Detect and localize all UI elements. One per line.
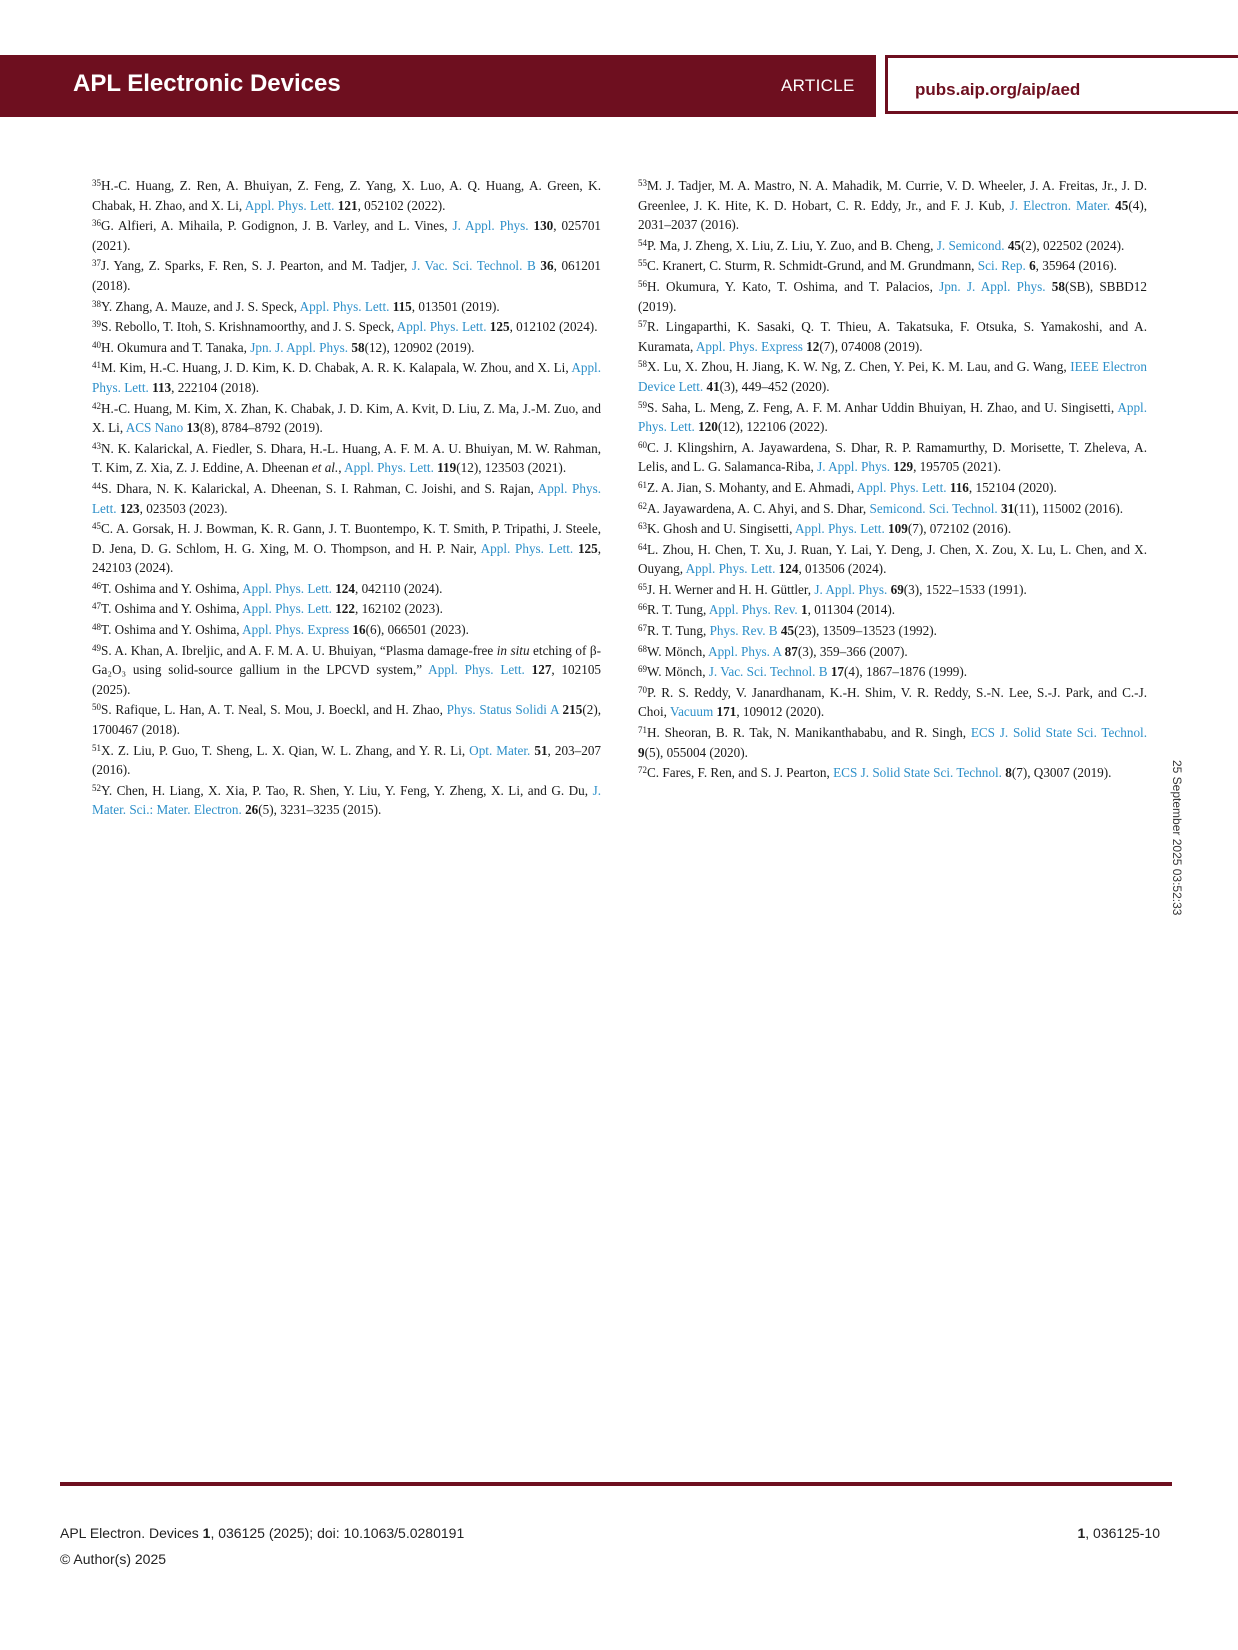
reference-details: , 222104 (2018). xyxy=(171,379,260,395)
reference-details: (4), 2031–2037 (2016). xyxy=(638,197,1148,233)
reference-journal-link[interactable]: Semicond. Sci. Technol. xyxy=(869,500,998,516)
reference-item xyxy=(638,662,1147,682)
reference-item xyxy=(92,479,601,518)
reference-item xyxy=(638,723,1147,762)
reference-details: , 109012 (2020). xyxy=(736,704,825,720)
reference-number: 62 xyxy=(638,500,647,511)
reference-authors: Z. A. Jian, S. Mohanty, and E. Ahmadi, xyxy=(647,479,857,495)
reference-details: (6), 066501 (2023). xyxy=(365,622,469,638)
reference-journal-link[interactable]: Phys. Status Solidi A xyxy=(446,702,559,718)
reference-journal-link[interactable]: Appl. Phys. Express xyxy=(242,622,350,638)
reference-authors: S. Saha, L. Meng, Z. Feng, A. F. M. Anhar Uddin Bhuiyan, H. Zhao, and U. Singisetti, xyxy=(647,399,1118,415)
reference-authors: C. A. Gorsak, H. J. Bowman, K. R. Gann, J. T. Buontempo, K. T. Smith, P. Tripathi, J. Steele, D. Jena, D. G. Schlom, H. G. Xing, M. O. Thompson, and H. P. Nair, xyxy=(92,521,601,556)
reference-item xyxy=(92,641,601,700)
reference-number: 64 xyxy=(638,541,647,552)
reference-item xyxy=(638,621,1147,641)
reference-details: (12), 123503 (2021). xyxy=(456,460,567,476)
reference-number: 41 xyxy=(92,360,101,371)
reference-authors: C. Kranert, C. Sturm, R. Schmidt-Grund, and M. Grundmann, xyxy=(647,258,978,274)
reference-details: , 203–207 (2016). xyxy=(92,742,602,778)
reference-journal-link[interactable]: J. Vac. Sci. Technol. B xyxy=(708,664,828,680)
reference-item xyxy=(92,599,601,619)
reference-details: , 012102 (2024). xyxy=(509,319,598,335)
reference-journal-link[interactable]: Appl. Phys. Lett. xyxy=(428,662,525,678)
download-timestamp: 25 September 2025 03:52:33 xyxy=(1170,760,1184,916)
reference-item xyxy=(92,399,601,438)
reference-volume: 51 xyxy=(534,742,548,758)
reference-details: , 242103 (2024). xyxy=(92,540,602,576)
reference-item xyxy=(638,236,1147,256)
reference-number: 56 xyxy=(638,278,647,289)
reference-journal-link[interactable]: Appl. Phys. Lett. xyxy=(92,360,601,395)
reference-number: 61 xyxy=(638,479,647,490)
footer-page-number xyxy=(1077,1525,1160,1541)
reference-volume: 45 xyxy=(780,623,795,639)
reference-number: 70 xyxy=(638,684,647,695)
reference-journal-link[interactable]: Appl. Phys. Express xyxy=(695,338,803,354)
reference-journal-link[interactable]: J. Semicond. xyxy=(936,237,1005,253)
reference-number: 68 xyxy=(638,643,647,654)
reference-details: (4), 1867–1876 (1999). xyxy=(844,664,968,680)
reference-volume: 124 xyxy=(335,580,355,596)
reference-item xyxy=(92,439,601,478)
reference-volume: 109 xyxy=(888,521,908,537)
reference-volume: 130 xyxy=(533,218,554,234)
reference-authors: H.-C. Huang, M. Kim, X. Zhan, K. Chabak, J. D. Kim, A. Kvit, D. Liu, Z. Ma, J.-M. Zuo, and X. Li, xyxy=(92,400,601,436)
reference-volume: 36 xyxy=(540,258,554,274)
reference-journal-link[interactable]: Opt. Mater. xyxy=(469,742,531,758)
reference-authors: W. Mönch, xyxy=(647,643,709,659)
reference-authors: H.-C. Huang, Z. Ren, A. Bhuiyan, Z. Feng, Z. Yang, X. Luo, A. Q. Huang, A. Green, K. Chabak, H. Zhao, and X. Li, xyxy=(92,178,601,213)
reference-journal-link[interactable]: ACS Nano xyxy=(125,420,184,436)
reference-space xyxy=(525,662,532,677)
reference-number: 37 xyxy=(92,258,101,269)
reference-number: 66 xyxy=(638,602,647,613)
reference-number: 53 xyxy=(638,178,647,188)
reference-number: 46 xyxy=(92,580,101,591)
reference-journal-link[interactable]: J. Appl. Phys. xyxy=(817,459,890,475)
reference-journal-link[interactable]: Appl. Phys. Lett. xyxy=(244,197,335,213)
reference-journal-link[interactable]: Jpn. J. Appl. Phys. xyxy=(939,278,1046,294)
reference-journal-link[interactable]: Appl. Phys. Rev. xyxy=(708,602,798,618)
reference-authors: P. Ma, J. Zheng, X. Liu, Z. Liu, Y. Zuo, and B. Cheng, xyxy=(647,237,937,253)
reference-details: (7), 072102 (2016). xyxy=(907,521,1012,537)
reference-journal-link[interactable]: J. Electron. Mater. xyxy=(1009,197,1111,213)
reference-number: 72 xyxy=(638,765,647,776)
reference-details: , 052102 (2022). xyxy=(357,197,446,213)
footer-citation-journal: APL Electron. Devices xyxy=(60,1525,203,1541)
reference-italic: in situ xyxy=(496,642,530,658)
reference-authors: Y. Chen, H. Liang, X. Xia, P. Tao, R. Shen, Y. Liu, Y. Feng, Y. Zheng, X. Li, and G. Du, xyxy=(101,782,593,798)
reference-number: 44 xyxy=(92,480,101,491)
footer-citation-doi: , 036125 (2025); doi: 10.1063/5.0280191 xyxy=(210,1525,465,1541)
reference-number: 43 xyxy=(92,440,101,451)
reference-item xyxy=(92,216,601,255)
reference-volume: 58 xyxy=(351,339,365,355)
reference-item xyxy=(92,579,601,599)
footer-copyright: © Author(s) 2025 xyxy=(60,1551,167,1567)
reference-volume: 8 xyxy=(1005,765,1012,781)
reference-authors: H. Okumura, Y. Kato, T. Oshima, and T. Palacios, xyxy=(647,278,940,294)
footer-page-id: , 036125-10 xyxy=(1085,1525,1160,1541)
reference-number: 35 xyxy=(92,178,101,188)
reference-number: 36 xyxy=(92,218,101,229)
reference-item xyxy=(638,683,1147,722)
reference-authors: A. Jayawardena, A. C. Ahyi, and S. Dhar, xyxy=(647,500,870,516)
reference-volume: 113 xyxy=(152,379,172,395)
reference-item xyxy=(638,519,1147,539)
reference-journal-link[interactable]: Appl. Phys. Lett. xyxy=(638,399,1147,435)
reference-item xyxy=(92,317,601,337)
reference-item xyxy=(638,642,1147,662)
reference-journal-link[interactable]: Jpn. J. Appl. Phys. xyxy=(250,339,349,355)
reference-volume: 87 xyxy=(784,643,798,659)
reference-volume: 119 xyxy=(437,460,457,476)
reference-authors: X. Z. Liu, P. Guo, T. Sheng, L. X. Qian, W. L. Zhang, and Y. R. Li, xyxy=(101,742,470,758)
reference-journal-link[interactable]: Appl. Phys. Lett. xyxy=(242,580,332,596)
reference-item xyxy=(638,600,1147,620)
article-type-label: ARTICLE xyxy=(781,76,855,95)
reference-details: , 013501 (2019). xyxy=(411,298,500,314)
reference-item xyxy=(638,277,1147,316)
reference-title: , xyxy=(338,460,345,476)
reference-volume: 116 xyxy=(949,479,969,495)
reference-volume: 125 xyxy=(489,319,510,335)
reference-volume: 9 xyxy=(638,744,645,760)
journal-title: APL Electronic Devices xyxy=(73,70,341,97)
reference-number: 54 xyxy=(638,237,647,248)
reference-number: 60 xyxy=(638,439,647,450)
reference-details: (2), 1700467 (2018). xyxy=(92,702,602,738)
reference-details: , 025701 (2021). xyxy=(92,218,602,253)
reference-authors: P. R. S. Reddy, V. Janardhanam, K.-H. Shim, V. R. Reddy, S.-N. Lee, S.-J. Park, and C.-J. Choi, xyxy=(638,684,1147,720)
reference-volume: 125 xyxy=(577,540,598,556)
reference-authors: C. Fares, F. Ren, and S. J. Pearton, xyxy=(647,765,834,781)
reference-number: 48 xyxy=(92,622,101,633)
reference-authors: S. Rebollo, T. Itoh, S. Krishnamoorthy, and J. S. Speck, xyxy=(101,319,397,335)
reference-authors: N. K. Kalarickal, A. Fiedler, S. Dhara, H.-L. Huang, A. F. M. A. U. Bhuiyan, M. W. Rahman, T. Kim, Z. Xia, Z. J. Eddine, A. Dheenan xyxy=(92,440,601,476)
reference-details: (3), 449–452 (2020). xyxy=(719,378,830,394)
reference-authors: R. Lingaparthi, K. Sasaki, Q. T. Thieu, A. Takatsuka, F. Otsuka, S. Yamakoshi, and A. Kuramata, xyxy=(638,319,1147,354)
reference-details: (3), 1522–1533 (1991). xyxy=(903,581,1027,597)
reference-number: 63 xyxy=(638,521,647,532)
reference-volume: 45 xyxy=(1115,197,1129,213)
reference-volume: 41 xyxy=(706,378,720,394)
reference-authors: Y. Zhang, A. Mauze, and J. S. Speck, xyxy=(101,298,300,314)
reference-number: 59 xyxy=(638,399,647,410)
reference-item xyxy=(92,358,601,397)
footer-citation xyxy=(60,1525,464,1541)
reference-authors: M. Kim, H.-C. Huang, J. D. Kim, K. D. Chabak, A. R. K. Kalapala, W. Zhou, and X. Li, xyxy=(101,360,572,376)
reference-item xyxy=(638,176,1147,235)
reference-journal-link[interactable]: Appl. Phys. Lett. xyxy=(344,460,434,476)
reference-item xyxy=(92,741,601,780)
reference-details: , 35964 (2016). xyxy=(1035,258,1117,274)
reference-volume: 6 xyxy=(1029,258,1036,274)
reference-journal-link[interactable]: Vacuum xyxy=(670,704,714,720)
reference-journal-link[interactable]: ECS J. Solid State Sci. Technol. xyxy=(833,765,1002,781)
reference-journal-link[interactable]: Appl. Phys. A xyxy=(708,643,782,659)
reference-authors: R. T. Tung, xyxy=(647,602,709,618)
reference-item xyxy=(92,700,601,739)
reference-journal-link[interactable]: ECS J. Solid State Sci. Technol. xyxy=(970,725,1148,741)
reference-authors: T. Oshima and Y. Oshima, xyxy=(101,601,243,617)
reference-details: (8), 8784–8792 (2019). xyxy=(199,420,323,436)
reference-authors: H. Sheoran, B. R. Tak, N. Manikanthababu, and R. Singh, xyxy=(647,725,971,741)
reference-number: 71 xyxy=(638,725,647,736)
reference-details: , 061201 (2018). xyxy=(92,258,602,293)
reference-volume: 171 xyxy=(716,704,737,720)
reference-volume: 129 xyxy=(893,459,914,475)
reference-item xyxy=(92,176,601,215)
references-column-left xyxy=(92,176,601,821)
reference-journal-link[interactable]: Appl. Phys. Lett. xyxy=(396,319,487,335)
reference-journal-link[interactable]: J. Mater. Sci.: Mater. Electron. xyxy=(92,782,601,818)
reference-volume: 122 xyxy=(335,601,355,617)
reference-details: , 162102 (2023). xyxy=(354,601,443,617)
reference-details: , 102105 (2025). xyxy=(92,662,602,697)
reference-journal-link[interactable]: Appl. Phys. Lett. xyxy=(92,480,602,516)
reference-item xyxy=(638,317,1147,356)
reference-details: (7), Q3007 (2019). xyxy=(1011,765,1112,781)
reference-number: 40 xyxy=(92,339,101,350)
reference-number: 67 xyxy=(638,623,647,634)
reference-item xyxy=(638,499,1147,519)
reference-journal-link[interactable]: Appl. Phys. Lett. xyxy=(299,298,390,314)
reference-authors: G. Alfieri, A. Mihaila, P. Godignon, J. B. Varley, and L. Vines, xyxy=(101,218,453,234)
reference-number: 38 xyxy=(92,298,101,309)
reference-volume: 215 xyxy=(562,702,583,718)
reference-volume: 123 xyxy=(119,500,140,516)
reference-details: (11), 115002 (2016). xyxy=(1014,500,1124,516)
reference-details: (7), 074008 (2019). xyxy=(819,338,923,354)
reference-item xyxy=(638,540,1147,579)
reference-details: , 195705 (2021). xyxy=(913,459,1001,475)
reference-number: 49 xyxy=(92,642,101,653)
footer-rule xyxy=(60,1482,1172,1486)
reference-authors: M. J. Tadjer, M. A. Mastro, N. A. Mahadik, M. Currie, V. D. Wheeler, J. A. Freitas, Jr., J. D. Greenlee, J. K. Hite, K. D. Hobart, C. R. Eddy, Jr., and F. J. Kub, xyxy=(638,178,1147,213)
reference-journal-link[interactable]: Sci. Rep. xyxy=(977,258,1026,274)
reference-details: (12), 120902 (2019). xyxy=(364,339,475,355)
reference-number: 52 xyxy=(92,782,101,793)
reference-number: 50 xyxy=(92,702,101,713)
reference-authors: X. Lu, X. Zhou, H. Jiang, K. W. Ng, Z. Chen, Y. Pei, K. M. Lau, and G. Wang, xyxy=(647,359,1071,375)
reference-number: 39 xyxy=(92,319,101,330)
reference-authors: K. Ghosh and U. Singisetti, xyxy=(647,521,795,537)
reference-details: (12), 122106 (2022). xyxy=(717,419,828,435)
reference-journal-link[interactable]: J. Vac. Sci. Technol. B xyxy=(411,258,536,274)
reference-number: 57 xyxy=(638,319,647,330)
reference-authors: J. Yang, Z. Sparks, F. Ren, S. J. Pearton, and M. Tadjer, xyxy=(101,258,412,274)
reference-item xyxy=(92,256,601,295)
reference-volume: 120 xyxy=(698,419,718,435)
reference-item xyxy=(638,398,1147,437)
reference-journal-link[interactable]: IEEE Electron Device Lett. xyxy=(638,359,1147,394)
reference-number: 69 xyxy=(638,664,647,675)
reference-number: 45 xyxy=(92,521,101,532)
reference-details: , 023503 (2023). xyxy=(139,500,228,516)
reference-volume: 45 xyxy=(1007,237,1022,253)
reference-authors: T. Oshima and Y. Oshima, xyxy=(101,580,243,596)
reference-volume: 17 xyxy=(830,664,845,680)
reference-volume: 121 xyxy=(337,197,358,213)
reference-item xyxy=(638,357,1147,396)
reference-item xyxy=(638,438,1147,477)
reference-item xyxy=(638,580,1147,600)
reference-journal-link[interactable]: Appl. Phys. Lett. xyxy=(480,540,574,556)
reference-volume: 26 xyxy=(245,802,259,818)
reference-authors: J. H. Werner and H. H. Güttler, xyxy=(647,581,815,597)
reference-authors: S. Dhara, N. K. Kalarickal, A. Dheenan, S. I. Rahman, C. Joishi, and S. Rajan, xyxy=(101,480,538,496)
reference-number: 42 xyxy=(92,400,101,411)
reference-volume: 58 xyxy=(1051,278,1065,294)
journal-url-link[interactable]: pubs.aip.org/aip/aed xyxy=(915,80,1081,99)
reference-journal-link[interactable]: Appl. Phys. Lett. xyxy=(685,561,776,577)
reference-volume: 16 xyxy=(352,622,366,638)
reference-authors: S. Rafique, L. Han, A. T. Neal, S. Mou, J. Boeckl, and H. Zhao, xyxy=(101,702,447,718)
reference-authors: T. Oshima and Y. Oshima, xyxy=(101,622,243,638)
reference-details: (23), 13509–13523 (1992). xyxy=(794,623,937,639)
reference-item xyxy=(92,781,601,820)
references-column-right xyxy=(638,176,1147,784)
reference-volume: 115 xyxy=(392,298,412,314)
reference-authors: W. Mönch, xyxy=(647,664,709,680)
footer-citation-volume: 1 xyxy=(202,1525,211,1541)
reference-journal-link[interactable]: Appl. Phys. Lett. xyxy=(856,479,947,495)
reference-details: , 042110 (2024). xyxy=(354,580,443,596)
reference-volume: 124 xyxy=(778,561,799,577)
reference-volume: 12 xyxy=(806,338,820,354)
reference-details: (SB), SBBD12 (2019). xyxy=(638,278,1147,314)
reference-title: etching of β-Ga₂O₃ using solid-source gallium in the LPCVD system,” xyxy=(92,642,601,678)
reference-details: , 152104 (2020). xyxy=(968,479,1057,495)
reference-volume: 69 xyxy=(890,581,904,597)
reference-details: (3), 359–366 (2007). xyxy=(797,643,908,659)
reference-item xyxy=(92,620,601,640)
reference-details: (5), 055004 (2020). xyxy=(644,744,748,760)
reference-italic: et al. xyxy=(311,460,339,476)
reference-details: (2), 022502 (2024). xyxy=(1021,237,1125,253)
reference-item xyxy=(638,478,1147,498)
reference-authors: L. Zhou, H. Chen, T. Xu, J. Ruan, Y. Lai, Y. Deng, J. Chen, X. Zou, X. Lu, L. Chen, and X. Ouyang, xyxy=(638,541,1147,577)
reference-number: 51 xyxy=(92,742,101,753)
reference-item xyxy=(638,763,1147,783)
reference-journal-link[interactable]: Appl. Phys. Lett. xyxy=(795,521,885,537)
reference-journal-link[interactable]: J. Appl. Phys. xyxy=(814,581,888,597)
reference-item xyxy=(92,519,601,578)
reference-details: , 011304 (2014). xyxy=(807,602,896,618)
reference-details: (5), 3231–3235 (2015). xyxy=(258,802,382,818)
reference-journal-link[interactable]: Phys. Rev. B xyxy=(709,623,778,639)
reference-details: , 013506 (2024). xyxy=(798,561,887,577)
reference-number: 47 xyxy=(92,601,101,612)
reference-item xyxy=(92,338,601,358)
reference-authors: C. J. Klingshirn, A. Jayawardena, S. Dhar, R. P. Ramamurthy, D. Morisette, T. Zheleva, A. Lelis, and L. G. Salamanca-Riba, xyxy=(638,439,1147,475)
reference-volume: 127 xyxy=(531,662,552,678)
reference-number: 65 xyxy=(638,581,647,592)
reference-authors: S. A. Khan, A. Ibreljic, and A. F. M. A. U. Bhuiyan, “Plasma damage-free xyxy=(101,642,497,658)
reference-volume: 31 xyxy=(1000,500,1015,516)
reference-volume: 13 xyxy=(186,420,200,436)
reference-journal-link[interactable]: Appl. Phys. Lett. xyxy=(242,601,332,617)
reference-item xyxy=(92,297,601,317)
reference-volume: 1 xyxy=(801,602,808,618)
reference-authors: R. T. Tung, xyxy=(647,623,710,639)
reference-number: 58 xyxy=(638,359,647,370)
reference-journal-link[interactable]: J. Appl. Phys. xyxy=(452,218,529,234)
footer-page-volume: 1 xyxy=(1077,1525,1086,1541)
reference-item xyxy=(638,256,1147,276)
reference-number: 55 xyxy=(638,258,647,269)
reference-authors: H. Okumura and T. Tanaka, xyxy=(101,339,251,355)
